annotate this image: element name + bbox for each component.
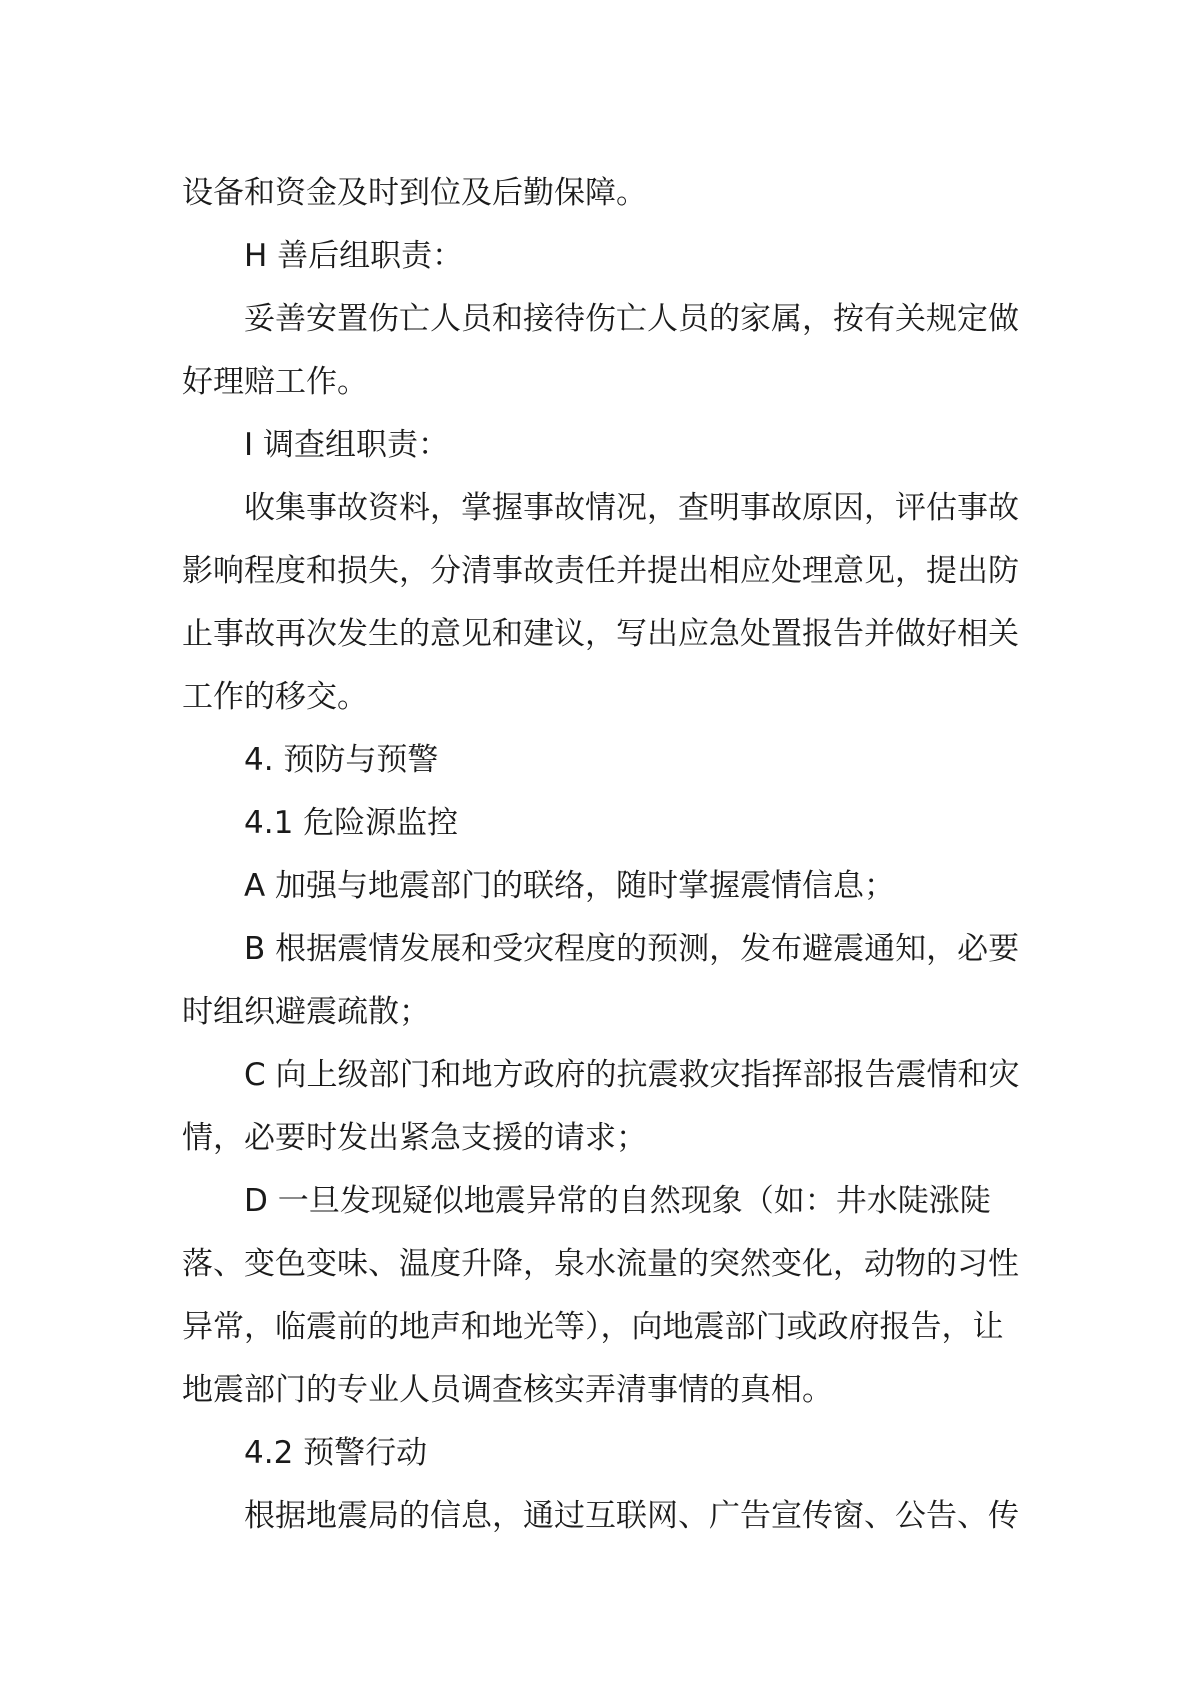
- paragraph-warning-actions: 根据地震局的信息，通过互联网、广告宣传窗、公告、传: [244, 1498, 1019, 1534]
- paragraph-aftermath-duties: 妥善安置伤亡人员和接待伤亡人员的家属，按有关规定做好理赔工作。: [182, 301, 1019, 400]
- subsection-heading-warning: 4.2 预警行动: [244, 1435, 428, 1471]
- list-item-d: D 一旦发现疑似地震异常的自然现象（如：井水陡涨陡落、变色变味、温度升降，泉水流量的突然变化，动物的习性异常，临震前的地声和地光等），向地震部门或政府报告，让地震部门的专业人员调查核实弄清事情的真相。: [182, 1183, 1019, 1408]
- section-heading-prevention: 4. 预防与预警: [244, 742, 439, 778]
- subsection-heading-monitoring: 4.1 危险源监控: [244, 805, 459, 841]
- list-item-c: C 向上级部门和地方政府的抗震救灾指挥部报告震情和灾情，必要时发出紧急支援的请求；: [182, 1057, 1020, 1156]
- list-item-a: A 加强与地震部门的联络，随时掌握震情信息；: [244, 868, 896, 904]
- heading-investigation-team: I 调查组职责：: [244, 427, 449, 463]
- heading-aftermath-team: H 善后组职责：: [244, 238, 464, 274]
- document-body: [182, 162, 1022, 1548]
- paragraph-continuation: 设备和资金及时到位及后勤保障。: [182, 175, 647, 211]
- list-item-b: B 根据震情发展和受灾程度的预测，发布避震通知，必要时组织避震疏散；: [182, 931, 1020, 1030]
- paragraph-investigation-duties: 收集事故资料，掌握事故情况，查明事故原因，评估事故影响程度和损失，分清事故责任并提出相应处理意见，提出防止事故再次发生的意见和建议，写出应急处置报告并做好相关工作的移交。: [182, 490, 1019, 715]
